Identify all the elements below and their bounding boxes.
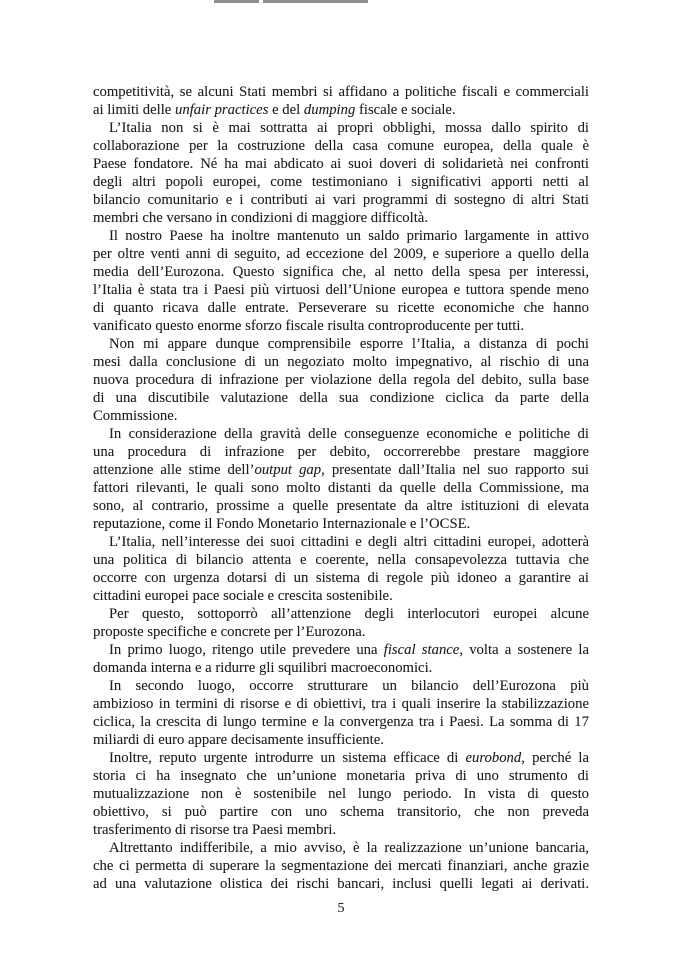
- text-run: mutualizzazione non è sostenibile nel lungo periodo. In vista di questo: [93, 786, 589, 802]
- text-run: ai limiti delle: [93, 102, 175, 118]
- text-run: In considerazione della gravità delle conseguenze economiche e politiche di: [109, 426, 589, 442]
- text-run: occorre con urgenza dotarsi di un sistema di regole più idoneo a garantire ai: [93, 570, 589, 586]
- text-line: [93, 587, 589, 605]
- text-run: ambizioso in termini di risorse e di obiettivi, tra i quali inserire la stabilizzazione: [93, 696, 589, 712]
- text-line: [93, 533, 589, 551]
- text-run: nuova procedura di infrazione per violazione della regola del debito, sulla base: [93, 372, 589, 388]
- text-run: di quanto ricava dalle entrate. Perseverare su ricette economiche che hanno: [93, 300, 589, 316]
- text-line: [93, 479, 589, 497]
- italic-text-run: output gap: [254, 462, 322, 478]
- text-line: [93, 857, 589, 875]
- text-run: reputazione, come il Fondo Monetario Internazionale e l’OCSE.: [93, 516, 471, 532]
- text-run: ad una valutazione olistica dei rischi bancari, inclusi quelli legati ai derivati.: [93, 876, 589, 892]
- text-line: [93, 299, 589, 317]
- italic-text-run: eurobond: [465, 750, 522, 766]
- text-line: [93, 209, 589, 227]
- text-run: di una discutibile valutazione della sua condizione ciclica da parte della: [93, 390, 589, 406]
- text-run: fiscale e sociale.: [355, 102, 456, 118]
- paragraph: [93, 335, 589, 425]
- text-run: fattori rilevanti, le quali sono molto distanti da quelle della Commissione, ma: [93, 480, 589, 496]
- text-line: [93, 677, 589, 695]
- text-line: [93, 767, 589, 785]
- text-line: [93, 245, 589, 263]
- text-line: [93, 461, 589, 479]
- paragraph: [93, 227, 589, 335]
- text-run: domanda interna e a ridurre gli squilibri macroeconomici.: [93, 660, 433, 676]
- text-line: [93, 785, 589, 803]
- paragraph: [93, 839, 589, 893]
- paragraph: [93, 641, 589, 677]
- text-line: [93, 605, 589, 623]
- scan-artifact-bar-left: [214, 0, 259, 3]
- text-line: [93, 407, 589, 425]
- text-run: In primo luogo, ritengo utile prevedere una: [109, 642, 384, 658]
- text-run: degli altri popoli europei, come testimoniano i significativi apporti netti al: [93, 174, 589, 190]
- paragraph: [93, 425, 589, 533]
- text-line: [93, 335, 589, 353]
- text-line: [93, 497, 589, 515]
- text-run: membri che versano in condizioni di maggiore difficoltà.: [93, 210, 428, 226]
- text-run: sono, al contrario, prossime a quelle presentate da altre istituzioni di elevata: [93, 498, 589, 514]
- text-line: [93, 551, 589, 569]
- text-line: [93, 263, 589, 281]
- text-run: trasferimento di risorse tra Paesi membri.: [93, 822, 337, 838]
- text-run: Per questo, sottoporrò all’attenzione degli interlocutori europei alcune: [109, 606, 589, 622]
- text-line: [93, 749, 589, 767]
- text-line: [93, 317, 589, 335]
- text-line: [93, 191, 589, 209]
- italic-text-run: dumping: [303, 102, 356, 118]
- text-run: attenzione alle stime dell’: [93, 462, 255, 478]
- text-line: [93, 821, 589, 839]
- text-run: media dell’Eurozona. Questo significa che, al netto della spesa per interessi,: [93, 264, 589, 280]
- text-run: Commissione.: [93, 408, 178, 424]
- text-run: che ci permetta di superare la segmentazione dei mercati finanziari, anche grazie: [93, 858, 589, 874]
- italic-text-run: fiscal stance: [383, 642, 460, 658]
- text-line: [93, 425, 589, 443]
- text-line: [93, 875, 589, 893]
- text-line: [93, 569, 589, 587]
- paragraph: [93, 533, 589, 605]
- document-body: [93, 83, 589, 893]
- text-run: l’Italia è stata tra i Paesi più virtuosi dell’Unione europea e tuttora spende meno: [93, 282, 589, 298]
- paragraph: [93, 677, 589, 749]
- text-line: [93, 623, 589, 641]
- text-run: Paese fondatore. Né ha mai abdicato ai suoi doveri di solidarietà nei confronti: [93, 156, 589, 172]
- text-line: [93, 731, 589, 749]
- text-line: [93, 659, 589, 677]
- text-run: ciclica, la crescita di lungo termine e la convergenza tra i Paesi. La somma di 17: [93, 714, 589, 730]
- text-run: proposte specifiche e concrete per l’Eurozona.: [93, 624, 366, 640]
- text-run: , volta a sostenere la: [459, 642, 589, 658]
- scan-artifact-bar-right: [263, 0, 368, 3]
- text-run: una procedura di infrazione per debito, occorrerebbe prestare maggiore: [93, 444, 589, 460]
- text-run: In secondo luogo, occorre strutturare un bilancio dell’Eurozona più: [109, 678, 589, 694]
- text-run: obiettivo, si può partire con uno schema transitorio, che non preveda: [93, 804, 589, 820]
- text-line: [93, 443, 589, 461]
- text-run: cittadini europei pace sociale e crescita sostenibile.: [93, 588, 393, 604]
- text-run: Il nostro Paese ha inoltre mantenuto un saldo primario largamente in attivo: [109, 228, 589, 244]
- text-line: [93, 641, 589, 659]
- text-run: L’Italia non si è mai sottratta ai propri obblighi, mossa dallo spirito di: [109, 120, 589, 136]
- text-run: , presentate dall’Italia nel suo rapporto sui: [321, 462, 589, 478]
- text-run: Non mi appare dunque comprensibile esporre l’Italia, a distanza di pochi: [109, 336, 589, 352]
- text-run: L’Italia, nell’interesse dei suoi cittadini e degli altri cittadini europei, adotterà: [109, 534, 589, 550]
- text-run: mesi dalla conclusione di un negoziato molto impegnativo, al rischio di una: [93, 354, 589, 370]
- text-run: Altrettanto indifferibile, a mio avviso, è la realizzazione un’unione bancaria,: [109, 840, 589, 856]
- text-run: miliardi di euro appare decisamente insufficiente.: [93, 732, 384, 748]
- text-line: [93, 227, 589, 245]
- text-line: [93, 137, 589, 155]
- text-line: [93, 803, 589, 821]
- text-line: [93, 281, 589, 299]
- text-line: [93, 389, 589, 407]
- text-run: Inoltre, reputo urgente introdurre un sistema efficace di: [109, 750, 466, 766]
- text-line: [93, 173, 589, 191]
- text-line: [93, 155, 589, 173]
- paragraph: [93, 83, 589, 119]
- text-line: [93, 713, 589, 731]
- text-line: [93, 695, 589, 713]
- text-run: vanificato questo enorme sforzo fiscale risulta controproducente per tutti.: [93, 318, 525, 334]
- paragraph: [93, 749, 589, 839]
- text-run: collaborazione per la costruzione della casa comune europea, della quale è: [93, 138, 589, 154]
- text-line: [93, 119, 589, 137]
- text-line: [93, 839, 589, 857]
- text-line: [93, 515, 589, 533]
- text-run: e del: [268, 102, 304, 118]
- text-run: storia ci ha insegnato che un’unione monetaria priva di uno strumento di: [93, 768, 589, 784]
- text-line: [93, 83, 589, 101]
- paragraph: [93, 605, 589, 641]
- text-line: [93, 353, 589, 371]
- text-run: bilancio comunitario e i contributi ai vari programmi di sostegno di altri Stati: [93, 192, 589, 208]
- italic-text-run: unfair practices: [175, 102, 269, 118]
- text-run: , perché la: [521, 750, 589, 766]
- paragraph: [93, 119, 589, 227]
- text-run: per oltre venti anni di seguito, ad eccezione del 2009, e superiore a quello della: [93, 246, 589, 262]
- text-run: competitività, se alcuni Stati membri si affidano a politiche fiscali e commerciali: [93, 84, 589, 100]
- text-run: una politica di bilancio attenta e coerente, nella consapevolezza tuttavia che: [93, 552, 589, 568]
- text-line: [93, 101, 589, 119]
- page-number: 5: [337, 901, 345, 916]
- text-line: [93, 371, 589, 389]
